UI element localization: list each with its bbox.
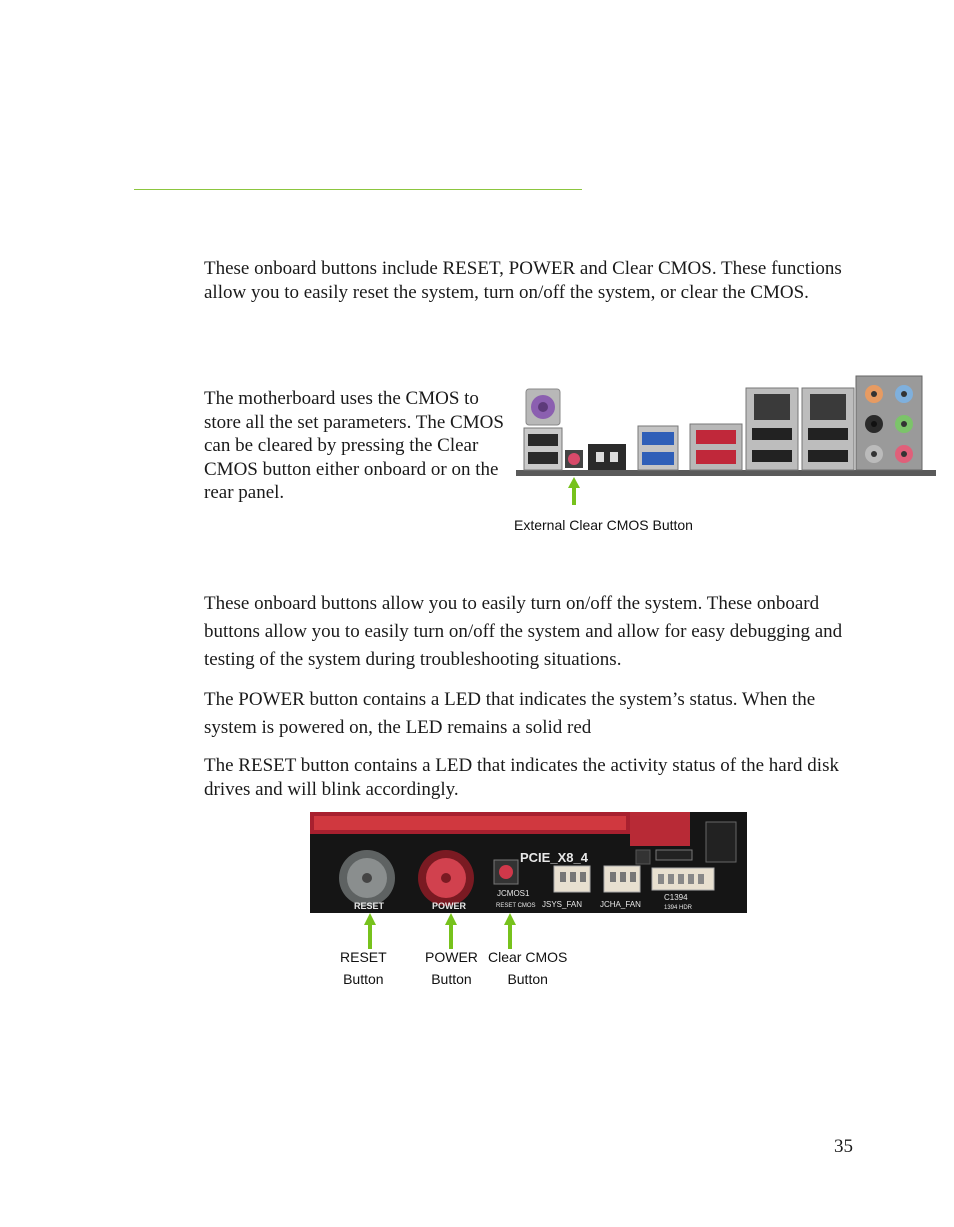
jcmos-button bbox=[494, 860, 518, 884]
jcha-fan-header bbox=[604, 866, 640, 892]
audio-jacks bbox=[856, 376, 922, 470]
clear-caption-line1: Clear CMOS bbox=[488, 949, 568, 965]
external-clear-cmos-button bbox=[565, 450, 583, 468]
silk-c1394-label: C1394 bbox=[664, 893, 688, 902]
clear-cmos-button-caption bbox=[488, 946, 567, 990]
page-number: 35 bbox=[834, 1136, 853, 1157]
silk-pcie-label: PCIE_X8_4 bbox=[520, 850, 588, 865]
jsys-fan-header bbox=[554, 866, 590, 892]
external-clear-cmos-caption: External Clear CMOS Button bbox=[514, 517, 693, 533]
silk-power-label: POWER bbox=[432, 901, 467, 911]
power-arrow bbox=[445, 913, 457, 949]
cmos-paragraph: The motherboard uses the CMOS to store all the set parameters. The CMOS can be cleared by pressing the Clear CMOS button either onboard or on the rear panel. bbox=[204, 388, 504, 504]
clear-caption-line2: Button bbox=[507, 971, 548, 987]
esata-stack bbox=[690, 424, 742, 470]
onboard-buttons-image bbox=[310, 812, 747, 913]
reset-caption-line2: Button bbox=[343, 971, 384, 987]
reset-button bbox=[339, 850, 395, 906]
c1394-header bbox=[652, 868, 714, 890]
power-led-paragraph: The POWER button contains a LED that indicates the system’s status. When the system is powered on, the LED remains a solid red bbox=[204, 689, 816, 738]
spdif-port bbox=[588, 444, 626, 470]
rear-panel-image bbox=[516, 374, 936, 506]
lan-stack-2 bbox=[802, 388, 854, 470]
power-button-caption bbox=[425, 946, 478, 990]
power-caption-line1: POWER bbox=[425, 949, 478, 965]
section-divider bbox=[134, 189, 582, 190]
silk-reset-label: RESET bbox=[354, 901, 385, 911]
usb3-stack bbox=[638, 426, 678, 470]
reset-button-caption bbox=[340, 946, 387, 990]
silk-reset-cmos-label: RESET CMOS bbox=[496, 903, 536, 909]
power-button bbox=[418, 850, 474, 906]
clear-cmos-board-arrow bbox=[504, 913, 516, 949]
reset-arrow bbox=[364, 913, 376, 949]
reset-caption-line1: RESET bbox=[340, 949, 387, 965]
ps2-port bbox=[526, 389, 560, 425]
silk-jcmos-label: JCMOS1 bbox=[497, 889, 530, 898]
silk-1394-hdr-label: 1394 HDR bbox=[664, 905, 693, 911]
power-caption-line2: Button bbox=[431, 971, 472, 987]
lan-stack-1 bbox=[746, 388, 798, 470]
usb-stack-left bbox=[524, 428, 562, 470]
intro-paragraph: These onboard buttons include RESET, POWER and Clear CMOS. These functions allow you to easily reset the system, turn on/off the system, or clear the CMOS. bbox=[204, 258, 842, 303]
reset-led-paragraph: The RESET button contains a LED that indicates the activity status of the hard disk drives and will blink accordingly. bbox=[204, 755, 839, 800]
silk-jcha-fan-label: JCHA_FAN bbox=[600, 900, 641, 909]
button-arrows bbox=[360, 912, 520, 950]
silk-jsys-fan-label: JSYS_FAN bbox=[542, 900, 583, 909]
power-reset-paragraph: These onboard buttons allow you to easily turn on/off the system. These onboard buttons allow you to easily turn on/off the system and allow for easy debugging and testing of the system during troubleshooting situations. bbox=[204, 593, 843, 670]
